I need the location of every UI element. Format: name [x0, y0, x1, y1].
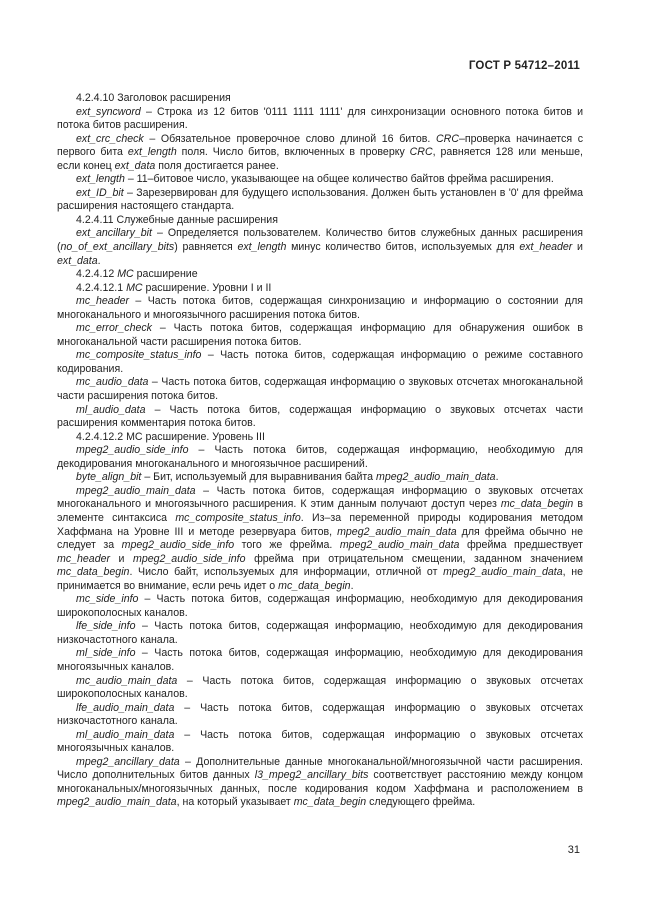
paragraph [57, 187, 583, 214]
text-run: – Часть потока битов, содержащая информацию о звуковых отсчетах многоканального и многоязычного расширения. К этим данным получают доступ через [57, 484, 583, 511]
paragraph [57, 282, 583, 296]
text-run: . Число байт, используемых для информации, отличной от [129, 566, 444, 579]
text-run: – Часть потока битов, содержащая информацию о звуковых отсчетах многоканальной части расширения потока битов. [57, 376, 583, 403]
text-run: – Часть потока битов, содержащая информацию, необходимую для декодирования низкочастотного канала. [57, 620, 583, 646]
term: l3_mpeg2_ancillary_bits [254, 769, 369, 782]
term: CRC [409, 146, 433, 159]
term: mpeg2_ancillary_data [76, 755, 180, 768]
term: ext_crc_check [76, 132, 144, 145]
term: byte_align_bit [76, 471, 142, 484]
term: mc_data_begin [500, 498, 574, 511]
term: mpeg2_audio_main_data [376, 471, 496, 484]
text-run: . Из–за переменной природы кодирования методом Хаффмана на Уровне III и методе резервуара битов, [57, 511, 583, 538]
text-run: в элементе синтаксиса [57, 498, 583, 524]
term: ext_length [76, 173, 125, 186]
text-run: – Часть потока битов, содержащая информацию о звуковых отсчетах широкополосных каналов. [57, 674, 583, 701]
term: mc_error_check [76, 322, 152, 335]
text-run: , на который указывает [176, 796, 294, 809]
text-run: – Обязательное проверочное слово длиной 16 битов. [143, 132, 437, 145]
standard-id-header: ГОСТ Р 54712–2011 [468, 60, 580, 72]
term: МС [126, 281, 143, 294]
term: ext_ancillary_bit [76, 227, 152, 240]
paragraph [57, 295, 583, 322]
text-run: следующего фрейма. [366, 796, 476, 809]
paragraph [57, 729, 583, 756]
term: ml_audio_main_data [76, 728, 175, 741]
term: ext_length [127, 146, 177, 159]
text-run: – Часть потока битов, содержащая информацию для обнаружения ошибок в многоканальной части расширения потока битов. [57, 322, 583, 348]
paragraph [57, 431, 583, 445]
term: mc_data_begin [278, 579, 351, 592]
paragraph [57, 133, 583, 174]
text-run: 4.2.4.12.1 [76, 281, 127, 294]
paragraph [57, 268, 583, 282]
term: mpeg2_audio_side_info [76, 444, 189, 457]
paragraph [57, 593, 583, 620]
text-run: , не принимается во внимание, если речь идет о [57, 566, 583, 592]
text-run: – Часть потока битов, содержащая информацию о звуковых отсчетах низкочастотного канала. [57, 701, 583, 728]
term: lfe_audio_main_data [76, 701, 175, 714]
text-run: – Часть потока битов, содержащая информацию, необходимую для декодирования многоканального и многоязычное расширений. [57, 444, 583, 470]
paragraph [57, 756, 583, 810]
paragraph [57, 92, 583, 106]
term: ml_side_info [76, 647, 136, 660]
term: no_of_ext_ancillary_bits [60, 241, 175, 254]
term: CRC [436, 132, 459, 145]
term: mc_data_begin [57, 566, 130, 579]
term: mpeg2_audio_main_data [339, 539, 460, 552]
term: mpeg2_audio_side_info [133, 552, 246, 565]
text-run: фрейма предшествует [459, 539, 584, 552]
text-run: , равняется 128 или меньше, если конец [57, 146, 583, 172]
text-run: расширение. Уровни I и II [142, 281, 272, 294]
text-run: 4.2.4.12 [76, 268, 118, 281]
term: mc_audio_data [76, 376, 149, 389]
term: mc_header [57, 552, 110, 565]
text-run: – Строка из 12 битов '0111 1111 1111' для синхронизации основного потока битов и потока битов расширения. [57, 105, 583, 132]
text-run: 4.2.4.11 Служебные данные расширения [76, 213, 278, 226]
term: mc_audio_main_data [76, 674, 178, 687]
text-run: – Часть потока битов, содержащая информацию о звуковых отсчетах многоязычных каналов. [57, 728, 583, 755]
paragraph [57, 173, 583, 187]
body-text [57, 92, 583, 810]
term: lfe_side_info [76, 620, 136, 633]
term: mc_composite_status_info [76, 349, 202, 362]
text-run: – Определяется пользователем. Количество битов служебных данных расширения ( [57, 227, 583, 254]
term: ext_header [519, 241, 573, 254]
term: mc_data_begin [293, 796, 367, 809]
term: mpeg2_audio_main_data [337, 525, 457, 538]
term: ext_data [57, 254, 98, 267]
text-run: и [110, 552, 134, 565]
term: mpeg2_audio_main_data [76, 484, 196, 497]
text-run: . [97, 254, 101, 267]
text-run: – Часть потока битов, содержащая синхронизацию и информацию о состоянии для многоканального и многоязычного расширения потока битов. [57, 295, 583, 321]
text-run: для фрейма обычно не следует за [57, 525, 583, 552]
text-run: – Часть потока битов, содержащая информацию о режиме составного кодирования. [57, 349, 583, 375]
text-run: поля. Число битов, включенных в проверку [176, 146, 410, 159]
page-number: 31 [567, 844, 580, 856]
text-run: – Часть потока битов, содержащая информацию, необходимую для декодирования широкополосных каналов. [57, 593, 583, 619]
paragraph [57, 404, 583, 431]
term: ml_audio_data [76, 403, 146, 416]
paragraph [57, 214, 583, 228]
text-run: –проверка начинается с первого бита [57, 132, 583, 159]
text-run: фрейма при отрицательном смещении, заданном значением [245, 552, 583, 565]
text-run: расширение [133, 268, 198, 281]
text-run: – 11–битовое число, указывающее на общее количество байтов фрейма расширения. [124, 173, 554, 186]
term: ext_syncword [76, 105, 141, 118]
text-run: соответствует расстоянию между концом многоканальных/многоязычных данных, после кодирования кодом Хаффмана и расположением в [57, 769, 583, 795]
paragraph [57, 349, 583, 376]
term: mpeg2_audio_main_data [57, 796, 177, 809]
text-run: поля достигается ранее. [155, 159, 279, 172]
text-run: ) равняется [174, 241, 238, 254]
term: mpeg2_audio_main_data [443, 566, 563, 579]
text-run: 4.2.4.10 Заголовок расширения [76, 92, 231, 104]
paragraph [57, 702, 583, 729]
term: ext_data [114, 159, 156, 172]
text-run: – Дополнительные данные многоканальной/многоязычной части расширения. Число дополнительных битов данных [57, 755, 583, 782]
text-run: – Часть потока битов, содержащая информацию о звуковых отсчетах части расширения комментария потока битов. [57, 403, 583, 430]
text-run: . [495, 471, 499, 484]
paragraph [57, 227, 583, 268]
text-run: – Зарезервирован для будущего использования. Должен быть установлен в '0' для фрейма расширения настоящего стандарта. [57, 186, 583, 213]
paragraph [57, 675, 583, 702]
paragraph [57, 376, 583, 403]
term: ext_ID_bit [76, 186, 124, 199]
term: mpeg2_audio_side_info [121, 539, 235, 552]
text-run: . [350, 579, 354, 592]
paragraph [57, 620, 583, 647]
term: МС [117, 268, 134, 281]
term: mc_composite_status_info [175, 511, 301, 524]
paragraph [57, 322, 583, 349]
term: mc_header [76, 295, 129, 308]
text-run: – Часть потока битов, содержащая информацию, необходимую для декодирования многоязычных каналов. [57, 647, 583, 673]
paragraph [57, 485, 583, 593]
paragraph [57, 471, 583, 485]
text-run: и [572, 241, 583, 254]
text-run: того же фрейма. [234, 539, 340, 552]
term: ext_length [237, 241, 287, 254]
paragraph [57, 647, 583, 674]
text-run: – Бит, используемый для выравнивания байта [141, 471, 376, 484]
text-run: минус количество битов, используемых для [286, 241, 520, 254]
paragraph [57, 444, 583, 471]
text-run: 4.2.4.12.2 МС расширение. Уровень III [76, 430, 265, 443]
term: mc_side_info [76, 593, 139, 606]
paragraph [57, 106, 583, 133]
